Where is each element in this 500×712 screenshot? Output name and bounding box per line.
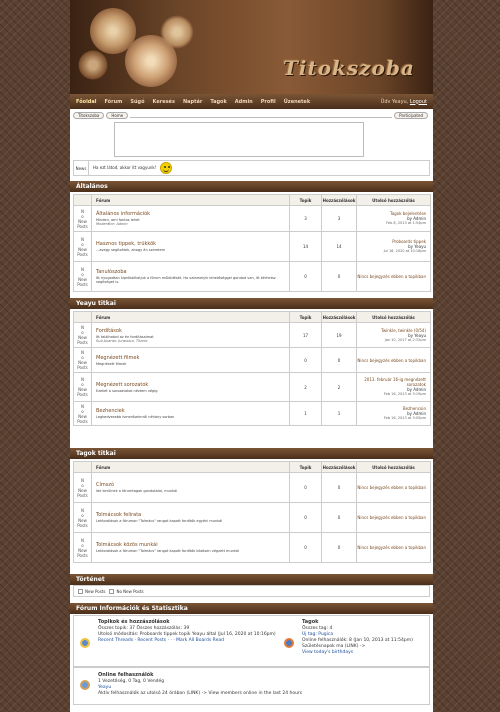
board-description: Ide kerülnek a fórumtagok gondolatai, munkái	[96, 489, 178, 493]
birthdays-link[interactable]: View today's birthdays	[302, 650, 354, 655]
icon-alt-text: Posts	[77, 365, 88, 370]
board-description: Lektorálások a fórumon "Tolmács" rangot kapott fordítók közösen végzett munkái	[96, 549, 239, 553]
icon-alt-text: N	[81, 325, 84, 330]
topic-count: 0	[290, 262, 322, 292]
column-header-topics: Topik	[290, 312, 322, 323]
ad-placeholder	[114, 122, 364, 157]
column-header-forum: Fórum	[92, 195, 290, 206]
icon-alt-text: o	[81, 330, 84, 335]
forum-table	[73, 194, 431, 292]
posts-stats	[98, 619, 283, 644]
icon-alt-text: o	[81, 482, 84, 488]
table-row	[74, 206, 431, 232]
last-post-date: Jul 16, 2020 at 10:16pm	[383, 249, 426, 253]
nav-item-profile[interactable]: Profil	[260, 98, 276, 105]
forum-table	[73, 461, 431, 563]
icon-alt-text: N	[81, 236, 84, 242]
board-description: ...avagy segítsétek, ahogy én szeretem	[96, 248, 166, 252]
board-cell	[92, 348, 290, 373]
board-status-icon	[74, 232, 92, 262]
last-post-date: Feb 16, 2013 at 3:19pm	[383, 392, 426, 396]
history-header: Történet	[70, 574, 433, 585]
icon-alt-text: New	[78, 517, 87, 523]
board-status-icon	[74, 503, 92, 533]
icon-alt-text: o	[81, 512, 84, 518]
topic-count: 0	[290, 473, 322, 503]
members-icon	[284, 638, 294, 648]
topic-count: 17	[290, 323, 322, 348]
post-count: 1	[322, 402, 357, 426]
online-panel	[73, 667, 430, 705]
page-container	[70, 0, 433, 712]
posts-totals: Összes topik: 37 Összes hozzászólás: 39	[98, 626, 190, 631]
online-stats	[98, 672, 428, 697]
column-header-posts: Hozzászólások	[322, 195, 357, 206]
last-post-author: by Admin	[407, 411, 426, 416]
board-status-icon	[74, 348, 92, 373]
icon-alt-text: o	[81, 241, 84, 247]
icon-alt-text: o	[81, 408, 84, 414]
no-new-posts-label: No New Posts	[116, 588, 144, 594]
icon-alt-text: N	[81, 507, 84, 513]
logout-link[interactable]: Logout	[409, 98, 427, 105]
nav-item-search[interactable]: Keresés	[152, 98, 175, 105]
nav-item-home[interactable]: Főoldal	[76, 98, 97, 105]
icon-alt-text: Posts	[77, 392, 88, 397]
board-link[interactable]: Megnézett sorozatok	[96, 381, 149, 388]
icon-alt-text: Posts	[77, 418, 88, 424]
board-link[interactable]: Tolmácsok felirata	[96, 512, 142, 518]
icon-alt-text: o	[81, 542, 84, 548]
category-header: Tagok titkai	[70, 448, 433, 459]
no-new-posts-icon	[109, 589, 114, 594]
icon-alt-text: Posts	[77, 281, 88, 287]
icon-alt-text: N	[81, 377, 84, 382]
topic-count: 0	[290, 348, 322, 373]
last-post-cell	[357, 323, 431, 348]
icon-alt-text: Posts	[77, 552, 88, 558]
last-post-title[interactable]: Nincs bejegyzés ebben a topikban	[357, 274, 426, 279]
online-user[interactable]: Yeayu	[98, 685, 112, 690]
nav-item-forum[interactable]: Fórum	[104, 98, 123, 105]
history-legend	[73, 585, 430, 597]
breadcrumb-home[interactable]: Home	[106, 112, 128, 119]
last-post-title[interactable]: Nincs bejegyzés ebben a topikban	[357, 545, 426, 550]
board-status-icon	[74, 533, 92, 563]
icon-alt-text: Posts	[77, 223, 88, 229]
last-post-cell	[357, 262, 431, 292]
board-status-icon	[74, 402, 92, 426]
stats-header: Fórum Információk és Statisztika	[70, 603, 433, 614]
board-status-icon	[74, 373, 92, 402]
icon-alt-text: Posts	[77, 340, 88, 345]
icon-alt-text: New	[78, 387, 87, 392]
last-post-cell	[357, 348, 431, 373]
board-description: Itt találhatod az én fordításaimat	[96, 334, 154, 339]
icon-alt-text: N	[81, 537, 84, 543]
board-link[interactable]: Tolmácsok közös munkái	[96, 542, 158, 548]
icon-alt-text: New	[78, 413, 87, 419]
breadcrumb	[73, 111, 430, 120]
last-post-title[interactable]: Nincs bejegyzés ebben a topikban	[357, 515, 426, 520]
table-row	[74, 402, 431, 426]
leaf-image	[78, 50, 108, 80]
board-cell	[92, 323, 290, 348]
column-header-topics: Topik	[290, 195, 322, 206]
column-header-last: Utolsó hozzászólás	[357, 312, 431, 323]
board-description: Legkedvesebb ismerőseimről néhány sorban	[96, 415, 175, 419]
board-cell	[92, 232, 290, 262]
table-row	[74, 373, 431, 402]
newest-member[interactable]: Új tag: Pugica	[302, 632, 334, 637]
board-link[interactable]: Fordítások	[96, 327, 122, 334]
icon-alt-text: Posts	[77, 522, 88, 528]
icon-alt-text: New	[78, 218, 87, 224]
board-cell	[92, 473, 290, 503]
icon-column-header	[74, 312, 92, 323]
participated-button[interactable]: Participated	[394, 112, 428, 119]
last-post-title[interactable]: 2013. február 16-ig megnézett sorozatok	[364, 377, 426, 387]
last-post-author: by Admin	[407, 216, 426, 221]
topic-count: 1	[290, 402, 322, 426]
category-header: Általános	[70, 181, 433, 192]
last-post-date: Jan 10, 2017 at 2:32pm	[384, 337, 426, 342]
online-icon	[80, 680, 90, 690]
board-cell	[92, 533, 290, 563]
header-banner	[70, 0, 433, 94]
nav-item-members[interactable]: Tagok	[210, 98, 227, 105]
last-post-cell	[357, 373, 431, 402]
last-post-cell	[357, 402, 431, 426]
board-status-icon	[74, 206, 92, 232]
icon-alt-text: New	[78, 547, 87, 553]
column-header-last: Utolsó hozzászólás	[357, 462, 431, 473]
last-post-title[interactable]: Twinkle, twinkle (0/54)	[381, 327, 426, 333]
icon-column-header	[74, 462, 92, 473]
board-link[interactable]: Hasznos tippek, trükkök	[96, 241, 157, 247]
table-header-row	[74, 462, 431, 473]
board-moderator: Sub-boards: Jurassica, Titanic	[96, 338, 148, 343]
user-greeting	[381, 99, 427, 105]
main-navigation	[70, 94, 433, 109]
last-modified: Utolsó módosítás: Proboards tippek topik Yeayu által (Jul 16, 2020 at 10:16pm)	[98, 632, 276, 637]
breadcrumb-divider	[130, 114, 392, 118]
board-link[interactable]: Megnézett filmek	[96, 354, 140, 361]
last-post-author: by Yeayu	[408, 332, 426, 338]
board-description: Minden, ami fontos lehet	[96, 218, 140, 222]
icon-alt-text: o	[81, 213, 84, 219]
table-header-row	[74, 195, 431, 206]
news-label: News	[74, 161, 89, 175]
post-count: 3	[322, 206, 357, 232]
icon-alt-text: New	[78, 487, 87, 493]
column-header-forum: Fórum	[92, 312, 290, 323]
last-post-date: Feb 16, 2013 at 3:05pm	[383, 416, 426, 420]
nav-item-admin[interactable]: Admin	[234, 98, 253, 105]
icon-alt-text: New	[78, 246, 87, 252]
board-description: Megnézett filmek	[96, 361, 127, 366]
greeting-text: Üdv Yeayu,	[380, 98, 410, 105]
members-stats-title: Tagok	[302, 619, 319, 625]
icon-alt-text: o	[81, 355, 84, 360]
members-total: Összes tag: 4	[302, 626, 333, 631]
online-count: 1 Vezetőség, 0 Tag, 0 Vendég	[98, 679, 165, 684]
icon-alt-text: N	[81, 477, 84, 483]
news-message: Ha ezt látod, akkor itt vagyunk!	[93, 165, 157, 170]
board-cell	[92, 503, 290, 533]
board-description: Itt nyugodtan kipróbálhatjuk a fórum működését. Ha valamelyik lehetőséggel gondod van, itt kérhetsz segítséget is.	[96, 276, 276, 284]
flower-image	[160, 15, 194, 49]
post-count: 0	[322, 473, 357, 503]
last-post-cell	[357, 206, 431, 232]
last-post-author: by Admin	[407, 387, 426, 392]
stats-icon	[80, 638, 90, 648]
table-row	[74, 323, 431, 348]
table-header-row	[74, 312, 431, 323]
icon-alt-text: N	[81, 266, 84, 272]
icon-column-header	[74, 195, 92, 206]
stats-links[interactable]: Recent Threads · Recent Posts · · · Mark All Boards Read	[98, 638, 224, 643]
news-bar	[73, 160, 430, 176]
column-header-posts: Hozzászólások	[322, 312, 357, 323]
column-header-last: Utolsó hozzászólás	[357, 195, 431, 206]
nav-item-messages[interactable]: Üzenetek	[283, 98, 311, 105]
board-cell	[92, 402, 290, 426]
board-link[interactable]: Bezhenciek	[96, 408, 125, 414]
column-header-topics: Topik	[290, 462, 322, 473]
topic-count: 0	[290, 533, 322, 563]
last-post-title[interactable]: Bezhencoin	[402, 406, 426, 411]
last-post-author: by Yeayu	[408, 244, 426, 249]
post-count: 0	[322, 503, 357, 533]
icon-alt-text: New	[78, 276, 87, 282]
icon-alt-text: N	[81, 208, 84, 214]
column-header-posts: Hozzászólások	[322, 462, 357, 473]
icon-alt-text: New	[78, 360, 87, 365]
table-row	[74, 262, 431, 292]
table-row	[74, 348, 431, 373]
board-cell	[92, 206, 290, 232]
column-header-forum: Fórum	[92, 462, 290, 473]
board-link[interactable]: Tanulószoba	[96, 269, 127, 275]
board-description: Ezeket a sorozatokat néztem végig	[96, 388, 158, 393]
birthdays-text: Születésnapok ma (LINK) ->	[302, 644, 366, 649]
icon-alt-text: Posts	[77, 492, 88, 498]
post-count: 14	[322, 232, 357, 262]
nav-item-calendar[interactable]: Naptár	[182, 98, 203, 105]
topic-count: 14	[290, 232, 322, 262]
icon-alt-text: N	[81, 403, 84, 409]
topic-count: 3	[290, 206, 322, 232]
post-count: 2	[322, 373, 357, 402]
icon-alt-text: N	[81, 350, 84, 355]
online-last-24h: Aktív felhasználók az utolsó 24 órában (LINK) -> View members online in the last 24 hours	[98, 691, 303, 696]
online-title: Online felhasználók	[98, 672, 154, 678]
last-post-title[interactable]: Tagok bejelentése	[389, 211, 426, 216]
last-post-title[interactable]: Nincs bejegyzés ebben a topikban	[357, 485, 426, 490]
last-post-cell	[357, 533, 431, 563]
online-record: Online felhasználók: 8 (Jan 10, 2013 at 11:54pm)	[302, 638, 413, 643]
topic-count: 0	[290, 503, 322, 533]
nav-item-help[interactable]: Súgó	[130, 98, 145, 105]
icon-alt-text: New	[78, 335, 87, 340]
board-link[interactable]: Címszó	[96, 482, 115, 488]
site-logo[interactable]: Titokszoba	[283, 56, 415, 80]
post-count: 0	[322, 533, 357, 563]
stats-panel	[73, 615, 430, 667]
board-description: Lektorálások a fórumon "Tolmács" rangot kapott fordítók egyéni munkái	[96, 519, 223, 523]
board-link[interactable]: Általános információk	[96, 211, 151, 217]
posts-stats-title: Topikok és hozzászólások	[98, 619, 170, 625]
board-cell	[92, 262, 290, 292]
last-post-cell	[357, 232, 431, 262]
news-text	[89, 162, 172, 174]
table-row	[74, 533, 431, 563]
icon-alt-text: o	[81, 271, 84, 277]
new-posts-icon	[78, 589, 83, 594]
smiley-icon	[160, 162, 172, 174]
topic-count: 2	[290, 373, 322, 402]
members-stats	[302, 619, 427, 656]
board-moderator: Moderátor: Admin	[96, 222, 128, 226]
last-post-cell	[357, 473, 431, 503]
last-post-title[interactable]: Proboards tippek	[392, 239, 426, 244]
forum-table	[73, 311, 431, 426]
board-status-icon	[74, 262, 92, 292]
table-row	[74, 232, 431, 262]
table-row	[74, 473, 431, 503]
board-status-icon	[74, 473, 92, 503]
breadcrumb-site[interactable]: Titokszoba	[73, 112, 104, 119]
icon-alt-text: Posts	[77, 251, 88, 257]
board-status-icon	[74, 323, 92, 348]
board-cell	[92, 373, 290, 402]
last-post-date: Feb 8, 2013 at 1:54pm	[386, 221, 426, 225]
post-count: 0	[322, 348, 357, 373]
icon-alt-text: o	[81, 382, 84, 387]
table-row	[74, 503, 431, 533]
new-posts-label: New Posts	[85, 588, 106, 594]
last-post-title[interactable]: Nincs bejegyzés ebben a topikban	[357, 357, 426, 363]
post-count: 0	[322, 262, 357, 292]
post-count: 19	[322, 323, 357, 348]
last-post-cell	[357, 503, 431, 533]
category-header: Yeayu titkai	[70, 298, 433, 309]
